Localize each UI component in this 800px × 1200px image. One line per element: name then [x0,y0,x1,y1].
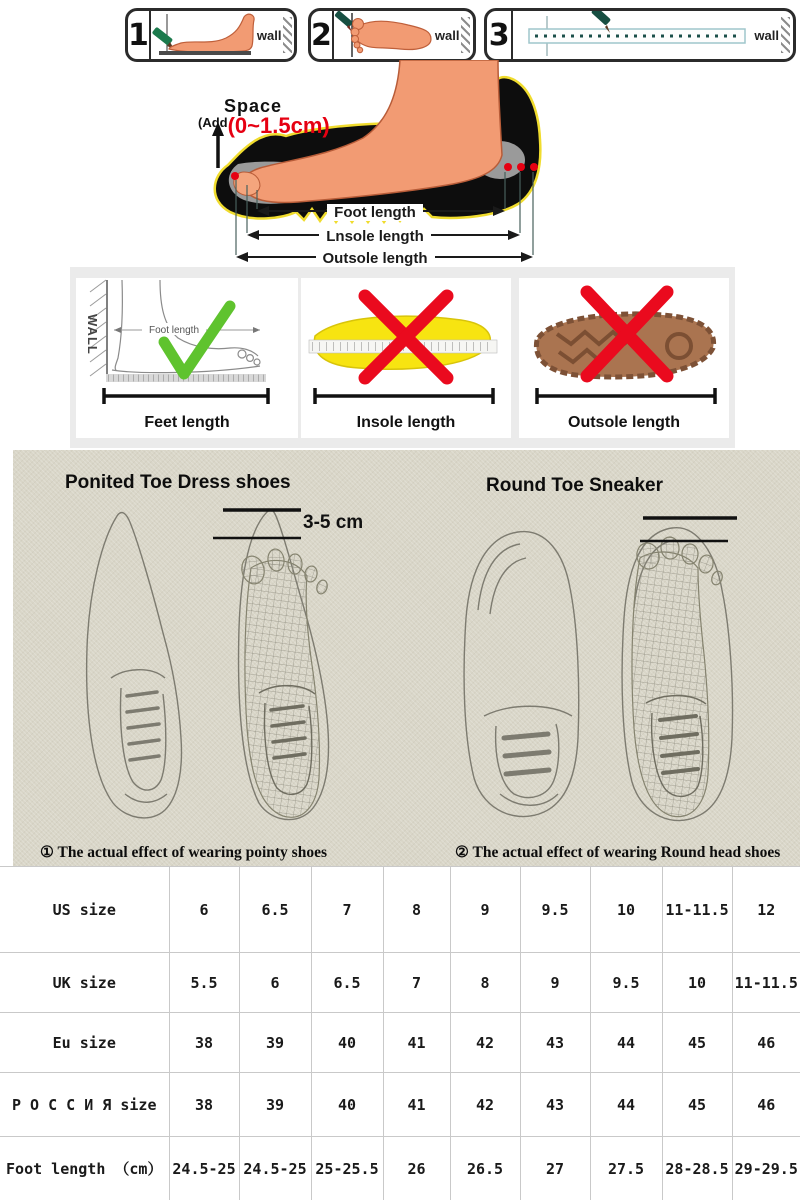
table-cell: 46 [732,1013,800,1073]
table-cell: 11-11.5 [662,867,732,953]
table-cell: 11-11.5 [732,953,800,1013]
space-label: Space [224,96,283,116]
table-cell: 41 [383,1073,450,1137]
size-conversion-table [0,866,800,1200]
foot-wireframe [632,536,724,816]
length-bracket [104,388,268,404]
table-cell: 24.5-25 [169,1137,239,1200]
wall-text: wall [754,27,779,43]
svg-text:Foot length: Foot length [148,325,200,336]
table-cell: 42 [450,1013,520,1073]
foot-length-arrow [114,323,260,336]
table-cell: 9 [450,867,520,953]
table-row [0,1073,800,1137]
table-cell: 7 [311,867,383,953]
measure-diagram [0,60,800,267]
table-cell: 9.5 [590,953,662,1013]
table-cell: 6 [239,953,311,1013]
table-row [0,867,800,953]
pointed-shoe-sketch [55,498,395,843]
length-bracket [315,388,493,404]
toe-gap-label: 3-5 cm [303,512,364,533]
wall-hatch-icon [461,17,470,53]
table-cell: 42 [450,1073,520,1137]
table-cell: 44 [590,1013,662,1073]
table-cell: 27 [520,1137,590,1200]
table-cell: 26 [383,1137,450,1200]
row-label: Р О С С И Я size [0,1073,169,1137]
outsole-length-art [519,278,729,406]
step-1-art [151,11,296,59]
table-cell: 7 [383,953,450,1013]
table-cell: 12 [732,867,800,953]
method-card-insole-length [301,278,511,438]
method-caption: Insole length [356,414,456,431]
green-check-icon [164,306,230,374]
step-panel-2 [308,8,476,62]
space-add-line [198,113,330,139]
table-cell: 29-29.5 [732,1137,800,1200]
row-label: US size [0,867,169,953]
table-cell: 9 [520,953,590,1013]
method-card-outsole-length [519,278,729,438]
sketch-section [13,450,800,866]
outsole-length-label: Outsole length [290,250,460,268]
table-cell: 45 [662,1073,732,1137]
table-cell: 39 [239,1013,311,1073]
step-number: 3 [487,11,513,59]
table-cell: 43 [520,1013,590,1073]
step-number: 2 [311,11,334,59]
table-cell: 6.5 [239,867,311,953]
row-label: UK size [0,953,169,1013]
methods-band [70,267,735,448]
table-cell: 24.5-25 [239,1137,311,1200]
length-bracket [537,388,715,404]
right-sketch-caption: ② The actual effect of wearing Round head shoes [455,844,781,861]
row-label: Foot length （cm） [0,1137,169,1200]
wall-vertical-text: WALL [85,314,100,355]
size-table-body [0,867,800,1200]
table-cell: 28-28.5 [662,1137,732,1200]
table-cell: 41 [383,1013,450,1073]
table-cell: 9.5 [520,867,590,953]
table-row [0,1013,800,1073]
table-cell: 40 [311,1073,383,1137]
wall-text: wall [434,27,460,43]
step-number: 1 [128,11,151,59]
foot-side-measure-art [151,11,256,59]
row-label: Eu size [0,1013,169,1073]
right-sketch-title: Round Toe Sneaker [486,475,664,496]
wall-hatch-icon [283,17,292,53]
step-3-art [513,11,793,59]
table-cell: 6 [169,867,239,953]
table-cell: 8 [383,867,450,953]
table-row [0,953,800,1013]
table-row [0,1137,800,1200]
ruler-measure-art [513,11,753,59]
feet-length-art [76,278,298,406]
table-cell: 5.5 [169,953,239,1013]
wall-hatch-icon [781,17,790,53]
wall-text: wall [256,27,282,43]
method-card-feet-length [76,278,298,438]
table-cell: 10 [662,953,732,1013]
table-cell: 40 [311,1013,383,1073]
table-cell: 46 [732,1073,800,1137]
step-2-art [334,11,474,59]
add-prefix: (Add [198,115,228,130]
add-value: (0~1.5cm) [227,113,330,138]
table-cell: 8 [450,953,520,1013]
foot-top-measure-art [334,11,434,59]
table-cell: 6.5 [311,953,383,1013]
size-table-section [0,866,800,1200]
pencil-icon [152,27,174,49]
method-caption: Feet length [144,414,230,431]
foot-length-label: Foot length [300,204,450,222]
step-panel-3 [484,8,796,62]
table-cell: 10 [590,867,662,953]
left-sketch-caption: ① The actual effect of wearing pointy shoes [40,844,327,861]
table-cell: 27.5 [590,1137,662,1200]
insole-length-label: Lnsole length [295,228,455,246]
table-cell: 45 [662,1013,732,1073]
foot-wireframe [239,548,329,817]
table-cell: 25-25.5 [311,1137,383,1200]
step-panel-1 [125,8,297,62]
table-cell: 39 [239,1073,311,1137]
insole-length-art [301,278,511,406]
table-cell: 26.5 [450,1137,520,1200]
table-cell: 43 [520,1073,590,1137]
round-shoe-sketch [440,498,770,843]
table-cell: 38 [169,1013,239,1073]
pencil-icon [334,11,353,32]
table-cell: 44 [590,1073,662,1137]
table-cell: 38 [169,1073,239,1137]
left-sketch-title: Ponited Toe Dress shoes [65,472,291,493]
method-caption: Outsole length [568,414,680,431]
